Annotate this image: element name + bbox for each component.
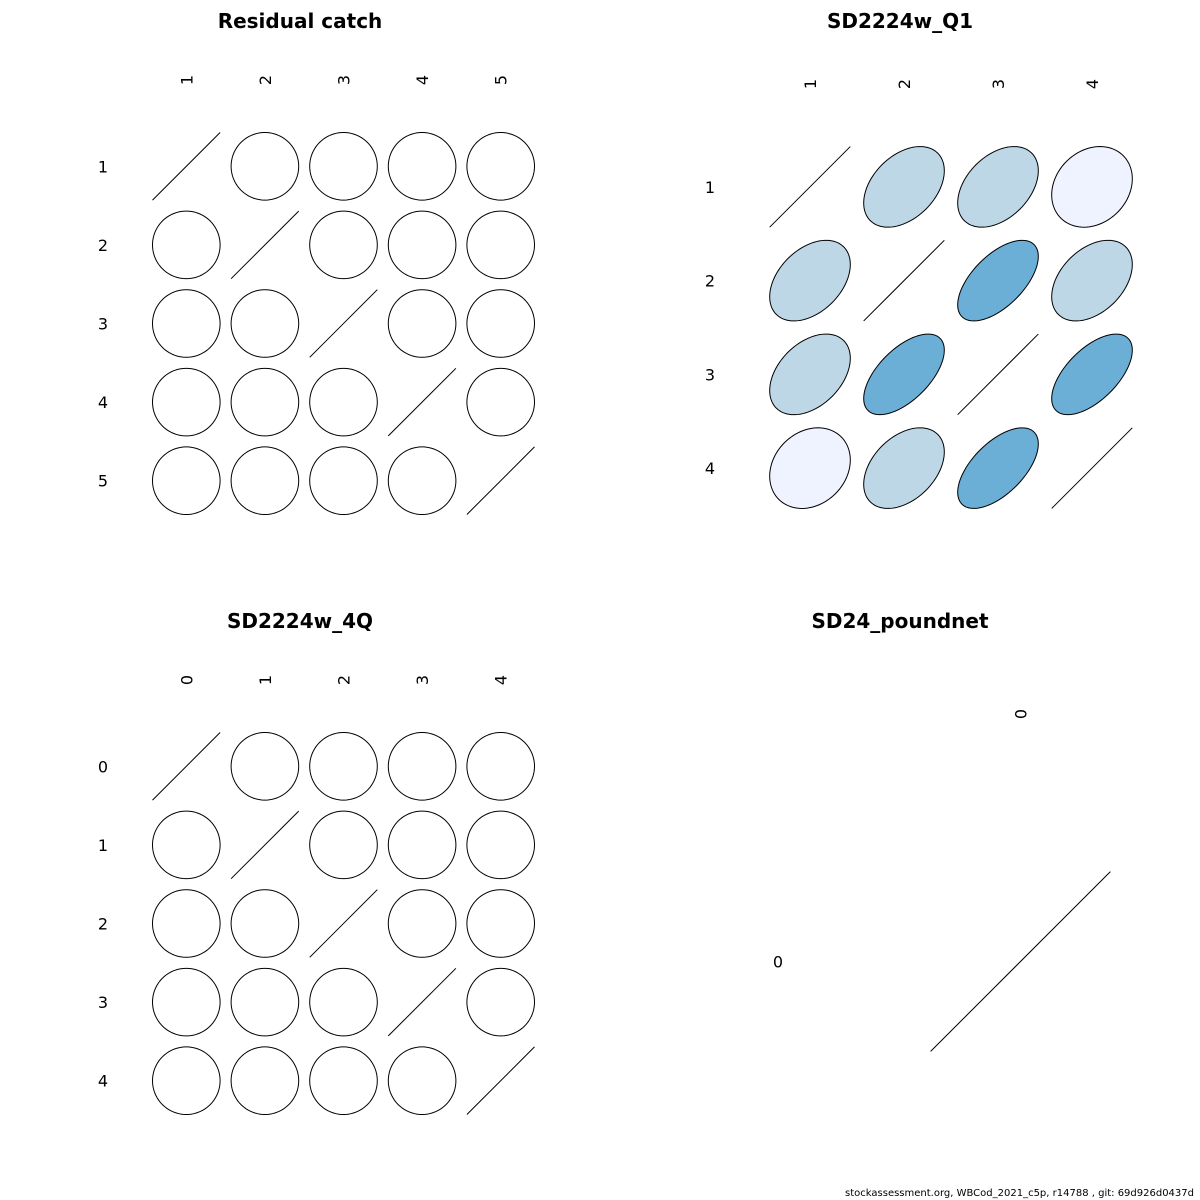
correlation-ellipse bbox=[864, 147, 945, 228]
correlation-ellipse bbox=[310, 1047, 378, 1115]
column-label: 0 bbox=[177, 674, 197, 686]
correlation-ellipse bbox=[467, 968, 535, 1036]
correlation-ellipse bbox=[864, 428, 945, 509]
diagonal-mark bbox=[864, 240, 945, 321]
row-label: 1 bbox=[97, 157, 109, 177]
panel-4 bbox=[773, 609, 1110, 1051]
diagonal-mark bbox=[153, 133, 221, 201]
correlation-ellipse bbox=[153, 1047, 221, 1115]
panel-title: SD2224w_Q1 bbox=[826, 9, 974, 33]
correlation-ellipse bbox=[231, 133, 299, 201]
correlation-ellipse bbox=[231, 890, 299, 958]
diagonal-mark bbox=[388, 368, 456, 436]
diagonal-mark bbox=[958, 334, 1039, 415]
correlation-ellipse bbox=[153, 290, 221, 358]
column-label: 1 bbox=[801, 78, 820, 90]
diagonal-mark bbox=[770, 147, 851, 228]
row-label: 2 bbox=[704, 271, 716, 291]
correlation-ellipse bbox=[153, 890, 221, 958]
correlation-ellipse bbox=[467, 368, 535, 436]
correlation-ellipse bbox=[231, 368, 299, 436]
correlation-ellipse bbox=[231, 968, 299, 1036]
correlation-ellipse bbox=[310, 733, 378, 801]
correlation-ellipse bbox=[231, 733, 299, 801]
panel-1 bbox=[98, 9, 535, 514]
correlation-ellipse bbox=[467, 290, 535, 358]
correlation-ellipse bbox=[153, 447, 221, 515]
diagonal-mark bbox=[310, 890, 378, 958]
diagonal-mark bbox=[231, 211, 299, 279]
correlation-ellipse bbox=[310, 133, 378, 201]
correlation-ellipse bbox=[231, 447, 299, 515]
correlation-ellipse bbox=[770, 334, 851, 415]
row-label: 4 bbox=[97, 393, 109, 413]
row-label: 0 bbox=[97, 757, 109, 777]
correlation-ellipse bbox=[231, 1047, 299, 1115]
correlation-ellipse bbox=[310, 211, 378, 279]
column-label: 2 bbox=[895, 78, 914, 90]
row-label: 1 bbox=[97, 835, 109, 855]
correlation-ellipse bbox=[1052, 240, 1133, 321]
correlation-ellipse bbox=[958, 240, 1039, 321]
column-label: 4 bbox=[491, 674, 511, 686]
panel-title: SD24_poundnet bbox=[811, 609, 989, 633]
column-label: 4 bbox=[413, 74, 433, 86]
row-label: 3 bbox=[704, 365, 716, 385]
correlation-ellipse bbox=[467, 811, 535, 879]
panel-title: Residual catch bbox=[217, 9, 383, 33]
column-label: 2 bbox=[334, 674, 354, 686]
correlation-ellipse bbox=[153, 968, 221, 1036]
correlation-ellipse bbox=[770, 428, 851, 509]
correlation-ellipse bbox=[1052, 334, 1133, 415]
correlation-ellipse bbox=[388, 290, 456, 358]
row-label: 0 bbox=[772, 952, 784, 972]
column-label: 5 bbox=[491, 74, 511, 86]
correlation-ellipse bbox=[467, 211, 535, 279]
diagonal-mark bbox=[467, 447, 535, 515]
correlation-ellipse bbox=[388, 211, 456, 279]
correlation-ellipse bbox=[310, 968, 378, 1036]
column-label: 4 bbox=[1083, 78, 1102, 90]
row-label: 4 bbox=[704, 459, 716, 479]
correlation-ellipse bbox=[388, 133, 456, 201]
correlation-ellipse bbox=[1052, 147, 1133, 228]
correlation-ellipse bbox=[388, 890, 456, 958]
correlation-ellipse bbox=[153, 368, 221, 436]
column-label: 0 bbox=[1011, 708, 1031, 720]
correlation-ellipse bbox=[388, 733, 456, 801]
correlation-ellipse bbox=[388, 447, 456, 515]
column-label: 3 bbox=[989, 78, 1008, 90]
correlation-ellipse bbox=[864, 334, 945, 415]
correlation-ellipse bbox=[388, 811, 456, 879]
row-label: 2 bbox=[97, 914, 109, 934]
row-label: 2 bbox=[97, 235, 109, 255]
correlation-ellipse bbox=[153, 211, 221, 279]
column-label: 1 bbox=[255, 674, 275, 686]
correlation-ellipse bbox=[388, 1047, 456, 1115]
correlation-ellipse bbox=[467, 890, 535, 958]
correlation-ellipse bbox=[153, 811, 221, 879]
panel-2 bbox=[705, 9, 1132, 508]
column-label: 1 bbox=[177, 74, 197, 86]
diagonal-mark bbox=[153, 733, 221, 801]
correlation-ellipse bbox=[467, 133, 535, 201]
correlation-ellipse bbox=[467, 733, 535, 801]
diagonal-mark bbox=[310, 290, 378, 358]
row-label: 5 bbox=[97, 471, 109, 491]
column-label: 2 bbox=[255, 74, 275, 86]
row-label: 3 bbox=[97, 314, 109, 334]
diagonal-mark bbox=[467, 1047, 535, 1115]
column-label: 3 bbox=[413, 674, 433, 686]
row-label: 1 bbox=[704, 177, 716, 197]
correlation-ellipse bbox=[310, 368, 378, 436]
panel-title: SD2224w_4Q bbox=[226, 609, 374, 633]
diagonal-mark bbox=[231, 811, 299, 879]
correlation-ellipse bbox=[770, 240, 851, 321]
diagonal-mark bbox=[931, 872, 1111, 1052]
correlation-ellipse bbox=[310, 447, 378, 515]
correlation-ellipse bbox=[310, 811, 378, 879]
correlation-ellipse bbox=[231, 290, 299, 358]
row-label: 4 bbox=[97, 1071, 109, 1091]
footer-text: stockassessment.org, WBCod_2021_c5p, r14788 , git: 69d926d0437d bbox=[845, 1188, 1194, 1199]
correlation-ellipse bbox=[958, 428, 1039, 509]
row-label: 3 bbox=[97, 993, 109, 1013]
column-label: 3 bbox=[334, 74, 354, 86]
panel-3 bbox=[98, 609, 535, 1114]
correlation-ellipse bbox=[958, 147, 1039, 228]
diagonal-mark bbox=[388, 968, 456, 1036]
diagonal-mark bbox=[1052, 428, 1133, 509]
